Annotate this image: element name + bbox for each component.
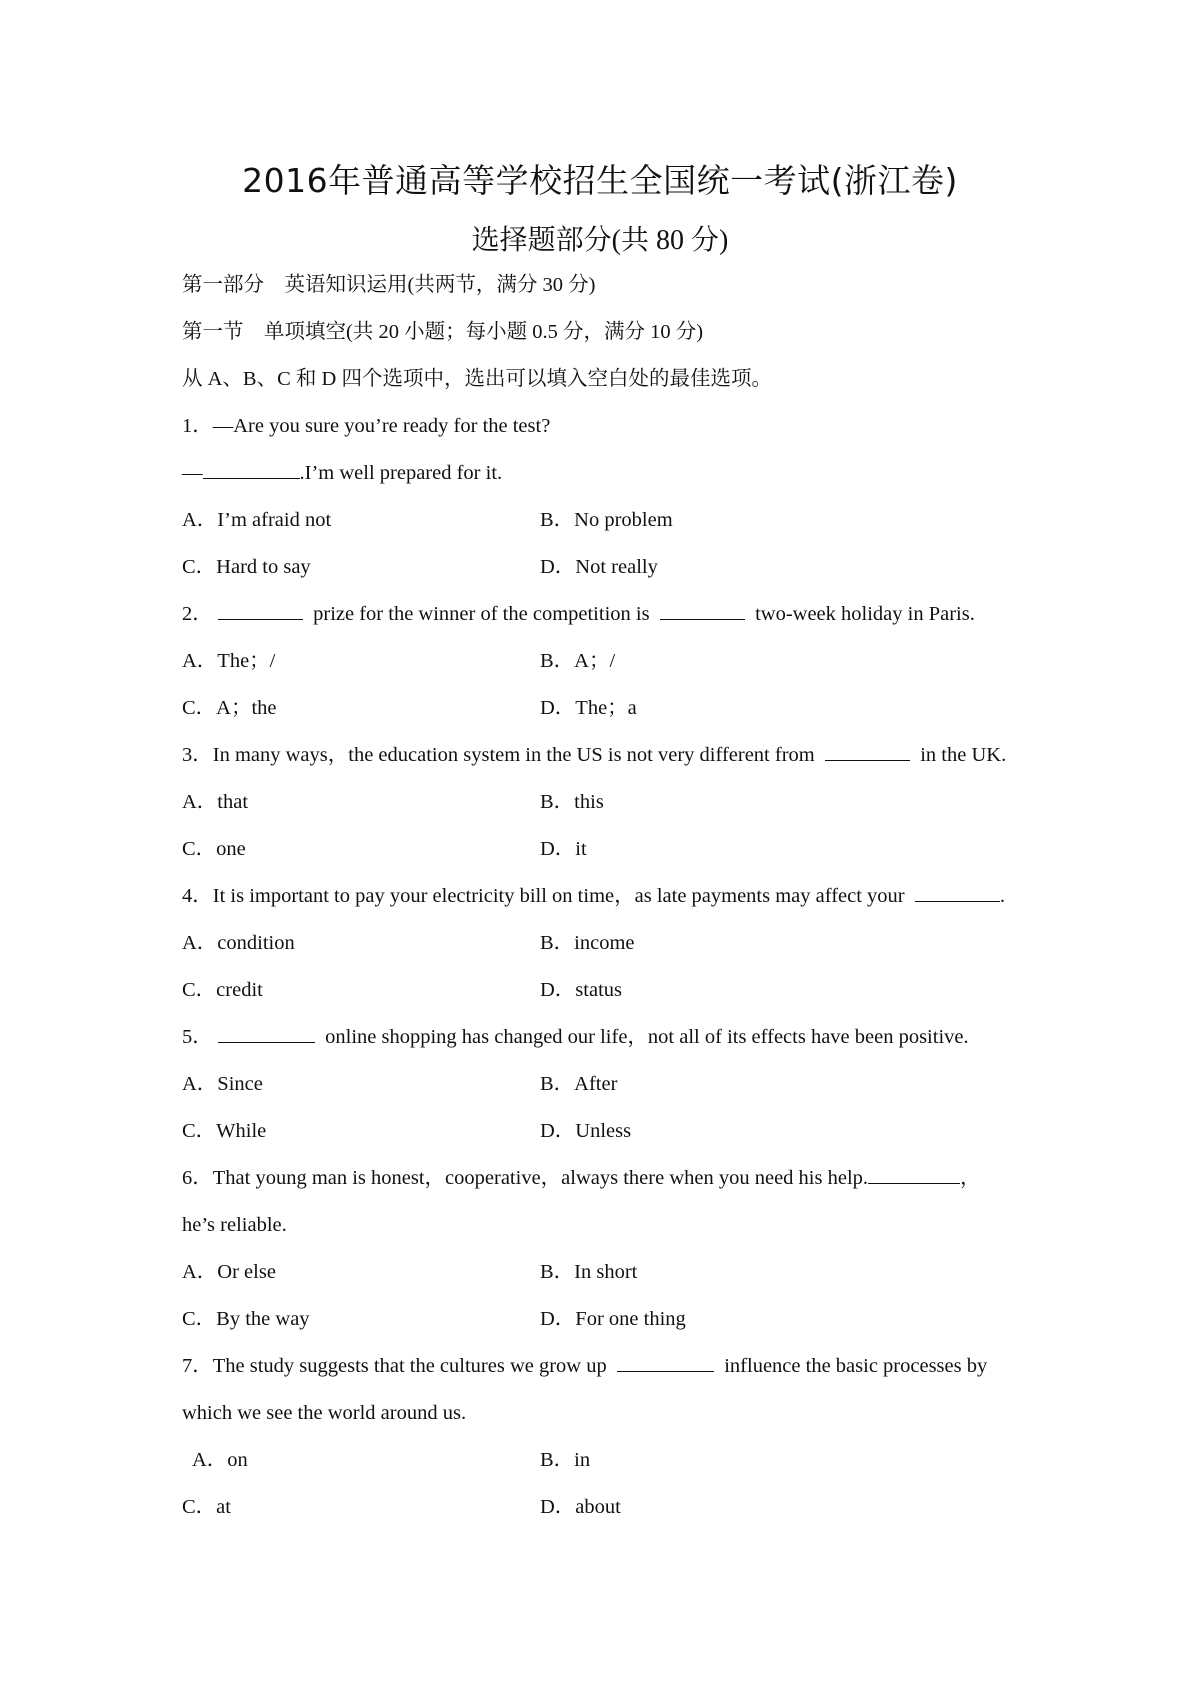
question-text: It is important to pay your electricity bill on time，as late payments may affect your [212, 885, 905, 907]
exam-subtitle: 选择题部分(共 80 分) [471, 225, 729, 256]
option-a: A．that [182, 791, 249, 813]
question-text: In many ways，the education system in the US is not very different from [212, 744, 815, 766]
option-c: C．credit [182, 979, 263, 1001]
option-d: D．The；a [540, 697, 637, 719]
option-c: C．at [182, 1496, 231, 1518]
question-1 [182, 413, 550, 439]
question-number: 4． [182, 885, 213, 907]
exam-title: 2016年普通高等学校招生全国统一考试(浙江卷) [242, 161, 958, 200]
question-text: prize for the winner of the competition is [313, 603, 650, 625]
option-b: B．A；/ [540, 650, 616, 672]
instructions: 从 A、B、C 和 D 四个选项中，选出可以填入空白处的最佳选项。 [182, 368, 772, 390]
question-4 [182, 883, 1005, 909]
option-b: B．this [540, 791, 604, 813]
question-7-continued: which we see the world around us. [182, 1402, 467, 1424]
question-text: That young man is honest，cooperative，always there when you need his help. [212, 1167, 869, 1189]
question-3 [182, 742, 1006, 768]
question-text: two-week holiday in Paris. [755, 603, 975, 625]
question-text: —Are you sure you’re ready for the test? [212, 415, 551, 437]
option-a: A．Since [182, 1073, 263, 1095]
option-b: B．In short [540, 1261, 638, 1283]
question-text: The study suggests that the cultures we grow up [212, 1355, 607, 1377]
option-d: D．about [540, 1496, 621, 1518]
answer-blank [868, 1165, 960, 1184]
option-c: C．While [182, 1120, 267, 1142]
option-c: C．A；the [182, 697, 277, 719]
option-d: D．Not really [540, 556, 658, 578]
question-6 [182, 1165, 981, 1191]
option-c: C．Hard to say [182, 556, 311, 578]
answer-blank [825, 742, 910, 761]
answer-blank [203, 460, 300, 479]
question-text: in the UK. [920, 744, 1007, 766]
option-a: A．on [192, 1449, 248, 1471]
answer-blank [218, 1024, 315, 1043]
question-number: 2． [182, 603, 213, 625]
part-heading: 第一部分 英语知识运用(共两节，满分 30 分) [182, 274, 596, 296]
option-b: B．income [540, 932, 635, 954]
option-c: C．one [182, 838, 246, 860]
question-2 [182, 601, 975, 627]
option-a: A．The；/ [182, 650, 276, 672]
option-b: B．in [540, 1449, 591, 1471]
question-number: 3． [182, 744, 213, 766]
question-text: influence the basic processes by [724, 1355, 988, 1377]
question-5 [182, 1024, 969, 1050]
option-a: A．condition [182, 932, 295, 954]
option-d: D．Unless [540, 1120, 632, 1142]
option-c: C．By the way [182, 1308, 310, 1330]
answer-blank [617, 1353, 714, 1372]
option-d: D．it [540, 838, 587, 860]
question-text: online shopping has changed our life，not all of its effects have been positive. [325, 1026, 969, 1048]
question-number: 7． [182, 1355, 213, 1377]
answer-blank [660, 601, 745, 620]
question-6-continued: he’s reliable. [182, 1214, 287, 1236]
subsection-heading: 第一节 单项填空(共 20 小题；每小题 0.5 分，满分 10 分) [182, 321, 704, 343]
question-number: 5． [182, 1026, 213, 1048]
option-d: D．For one thing [540, 1308, 686, 1330]
answer-blank [218, 601, 303, 620]
dash: — [182, 462, 203, 484]
question-7 [182, 1353, 987, 1379]
question-number: 1． [182, 415, 213, 437]
option-a: A．I’m afraid not [182, 509, 332, 531]
answer-blank [915, 883, 1000, 902]
option-d: D．status [540, 979, 622, 1001]
option-b: B．No problem [540, 509, 673, 531]
question-text: ， [960, 1167, 981, 1189]
question-text: .I’m well prepared for it. [299, 462, 503, 484]
option-a: A．Or else [182, 1261, 276, 1283]
question-1-reply [182, 460, 502, 486]
question-text: . [999, 885, 1005, 907]
option-b: B．After [540, 1073, 618, 1095]
question-number: 6． [182, 1167, 213, 1189]
